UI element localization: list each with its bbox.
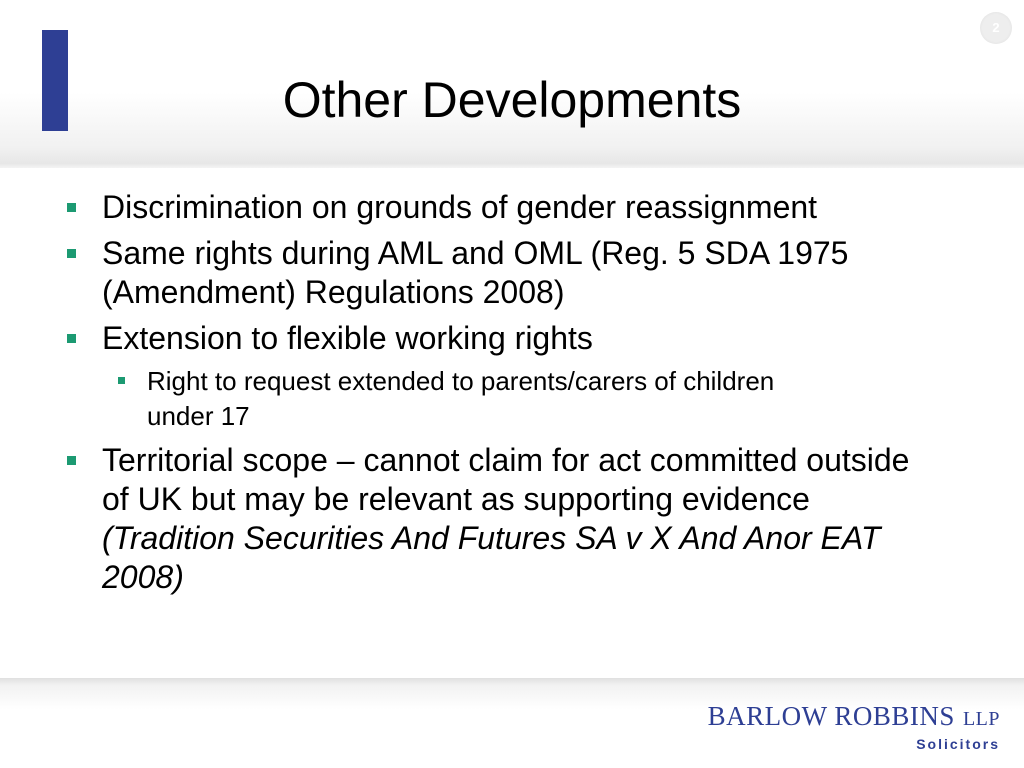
logo-wordmark [708, 700, 1000, 735]
logo-name-text: BARLOW ROBBINS [707, 701, 955, 731]
bullet-item [102, 319, 912, 358]
page-number-badge: 2 [980, 12, 1012, 44]
bullet-text: Extension to flexible working rights [102, 320, 593, 356]
bullet-text: Discrimination on grounds of gender reassignment [102, 189, 818, 225]
bullet-text: Territorial scope – cannot claim for act committed outside of UK but may be relevant as supporting evidence [102, 442, 910, 517]
square-bullet-icon [67, 249, 76, 258]
sub-bullet-text: Right to request extended to parents/carers of children under 17 [147, 366, 775, 431]
bullet-item [102, 234, 912, 312]
bullet-text: Same rights during AML and OML (Reg. 5 SDA 1975 (Amendment) Regulations 2008) [102, 235, 849, 310]
case-citation: (Tradition Securities And Futures SA v X And Anor EAT 2008) [102, 520, 881, 595]
sub-bullet-item [147, 364, 827, 434]
bullet-item [102, 441, 912, 597]
square-bullet-icon [67, 334, 76, 343]
bullet-item [102, 188, 912, 227]
logo-llp-text: LLP [962, 708, 1000, 730]
slide-title: Other Developments [282, 72, 742, 128]
logo-tagline: Solicitors [916, 736, 1000, 752]
square-bullet-icon [67, 203, 76, 212]
square-bullet-icon [67, 456, 76, 465]
barlow-robbins-logo [708, 700, 1000, 753]
square-bullet-icon [118, 377, 125, 384]
bullet-list [0, 186, 1024, 597]
